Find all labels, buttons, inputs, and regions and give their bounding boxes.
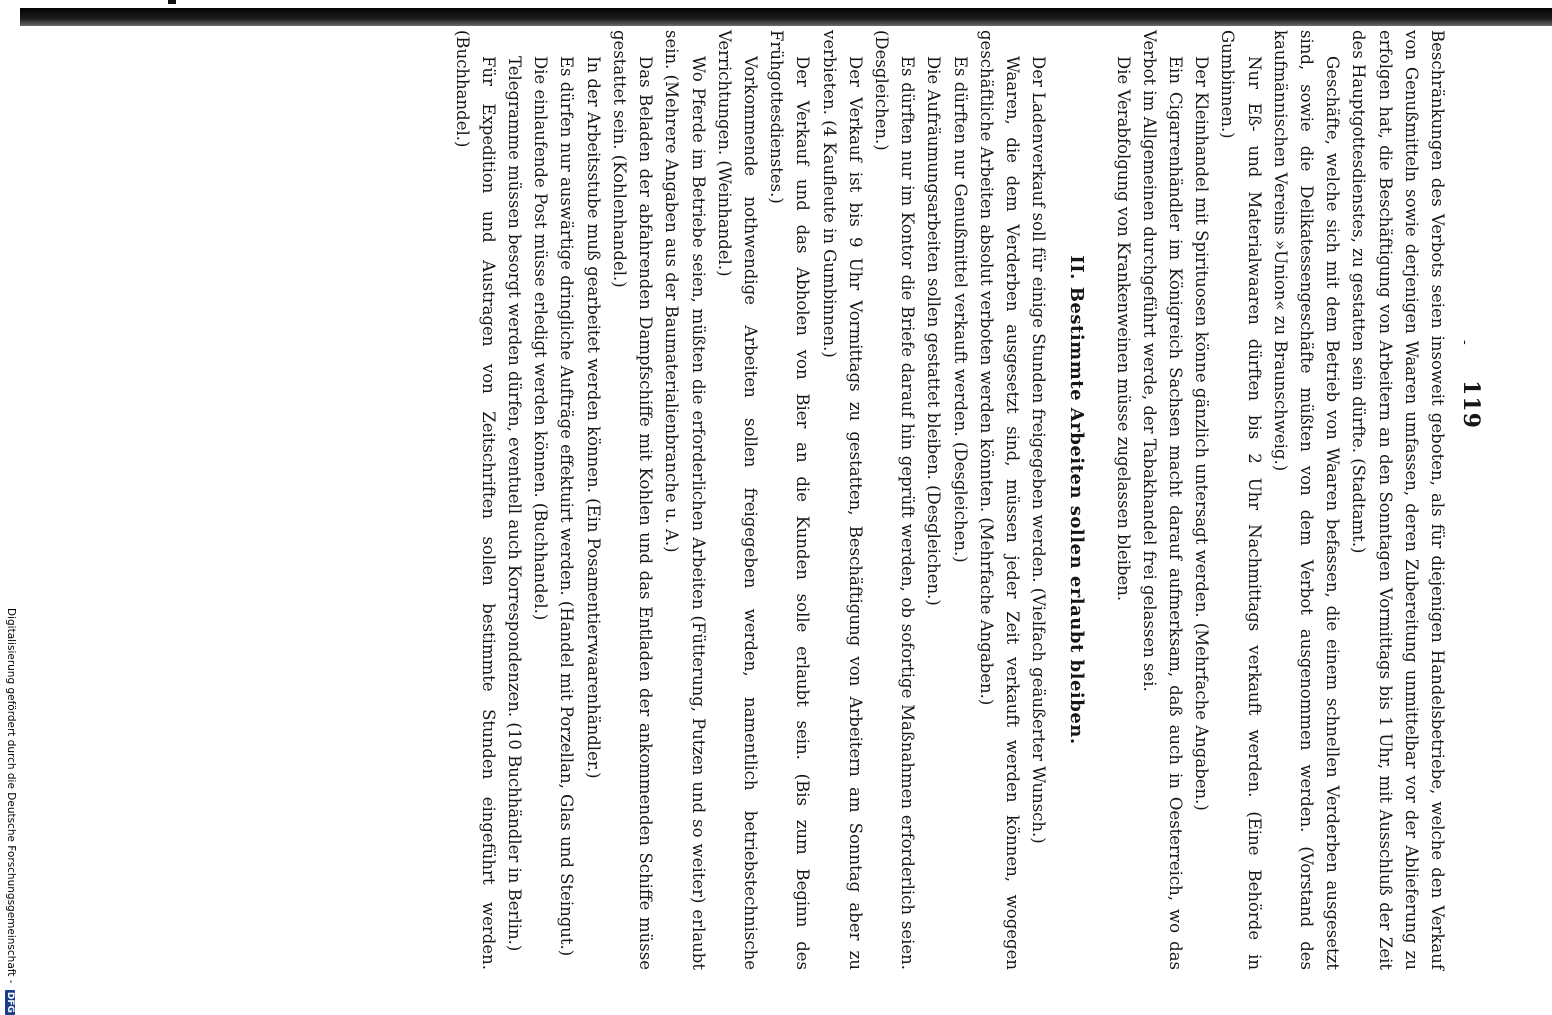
paragraph: Nur Eß- und Materialwaaren dürften bis 2 Uhr Nachmittags verkauft werden. (Eine Behörde in Gumbinnen.) xyxy=(1218,30,1264,970)
page-header xyxy=(1450,30,1490,970)
paragraph: Die Aufräumungsarbeiten sollen gestattet bleiben. (Desgleichen.) xyxy=(924,56,944,606)
dfg-logo: DFG xyxy=(5,991,15,1013)
paragraph: In der Arbeitsstube muß gearbeitet werden können. (Ein Posamentierwaarenhändler.) xyxy=(583,56,603,779)
footer-text: Digitalisierung gefördert durch die Deutsche Forschungsgemeinschaft - xyxy=(5,608,17,984)
document-body xyxy=(448,30,1450,970)
paragraph: Der Verkauf und das Abholen von Bier an die Kunden solle erlaubt sein. (Bis zum Beginn des Frühgottesdienstes.) xyxy=(767,30,813,970)
paragraph: Ein Cigarrenhändler im Königreich Sachsen macht darauf aufmerksam, daß auch in Oesterreich, wo das Verbot im Allgemeinen durchgeführt werde, der Tabakhandel frei gelassen sei. xyxy=(1139,30,1185,970)
paragraph: Es dürften nur Genußmittel verkauft werden. (Desgleichen.) xyxy=(950,56,970,563)
paragraph: Die einlaufende Post müsse erledigt werden können. (Buchhandel.) xyxy=(531,56,551,621)
page-number: 119 xyxy=(1458,380,1484,429)
paragraph: Telegramme müssen besorgt werden dürfen, eventuell auch Korrespondenzen. (10 Buchhändler in Berlin.) xyxy=(505,56,525,952)
paragraph: Das Beladen der abfahrenden Dampfschiffe mit Kohlen und das Entladen der ankommenden Schiffe müsse gestattet sein. (Kohlenhandel.) xyxy=(609,30,656,970)
paragraph: Der Ladenverkauf soll für einige Stunden freigegeben werden. (Vielfach geäußerter Wunsch.) xyxy=(1029,56,1049,844)
paragraph: Es dürfen nur auswärtige dringliche Aufträge effektuirt werden. (Handel mit Porzellan, Glas und Steingut.) xyxy=(557,56,577,957)
paragraph: Für Expedition und Austragen von Zeitschriften sollen bestimmte Stunden eingeführt werden. (Buchhandel.) xyxy=(452,30,498,970)
paragraph: Es dürften nur im Kontor die Briefe darauf hin geprüft werden, ob sofortige Maßnahmen erforderlich seien. (Desgleichen.) xyxy=(871,30,918,970)
section-heading: II. Bestimmte Arbeiten sollen erlaubt bleiben. xyxy=(1066,255,1088,745)
paragraph: Waaren, die dem Verderben ausgesetzt sind, müssen jeder Zeit verkauft werden können, wogegen geschäftliche Arbeiten absolut verboten werden könnten. (Mehrfache Angaben.) xyxy=(976,30,1022,970)
digitization-footer xyxy=(5,608,17,1013)
header-dash: - xyxy=(1457,340,1473,345)
paragraph: Wo Pferde im Betriebe seien, müßten die erforderlichen Arbeiten (Fütterung, Putzen und so weiter) erlaubt sein. (Mehrere Angaben aus der Baumaterialienbranche u. A.) xyxy=(662,30,708,970)
rotated-document-page xyxy=(100,30,1490,970)
paragraph: Vorkommende nothwendige Arbeiten sollen freigegeben werden, namentlich betriebstechnische Verrichtungen. (Weinhandel.) xyxy=(714,30,760,970)
scan-edge-bar xyxy=(20,8,1552,26)
paragraph: Der Kleinhandel mit Spirituosen könne gänzlich untersagt werden. (Mehrfache Angaben.) xyxy=(1192,56,1212,811)
paragraph: Der Verkauf ist bis 9 Uhr Vormittags zu gestatten, Beschäftigung von Arbeitern am Sonntag aber zu verbieten. (4 Kaufleute in Gumbinnen.) xyxy=(819,30,865,970)
scan-mark xyxy=(168,0,176,4)
paragraph: Die Verabfolgung von Krankenweinen müsse zugelassen bleiben. xyxy=(1113,56,1133,602)
paragraph: Beschränkungen des Verbots seien insoweit geboten, als für diejenigen Handelsbetriebe, welche den Verkauf von Genußmitteln sowie derjenigen Waaren umfassen, deren Zubereitung unmittelbar vor der Ablieferung zu erfolgen hat, die Beschäftigung von Arbeitern an den Sonntagen Vormittags bis 1 Uhr, mit Ausschluß der Zeit des Hauptgottesdienstes, zu gestatten sein dürfte. (Stadtamt.) xyxy=(1349,30,1447,970)
paragraph: Geschäfte, welche sich mit dem Betrieb von Waaren befassen, die einem schnellen Verderben ausgesetzt sind, sowie die Delikatessengeschäfte müßten von dem Verbot ausgenommen werden. (Vorstand des kaufmännischen Vereins »Union« zu Braunschweig.) xyxy=(1270,30,1343,970)
